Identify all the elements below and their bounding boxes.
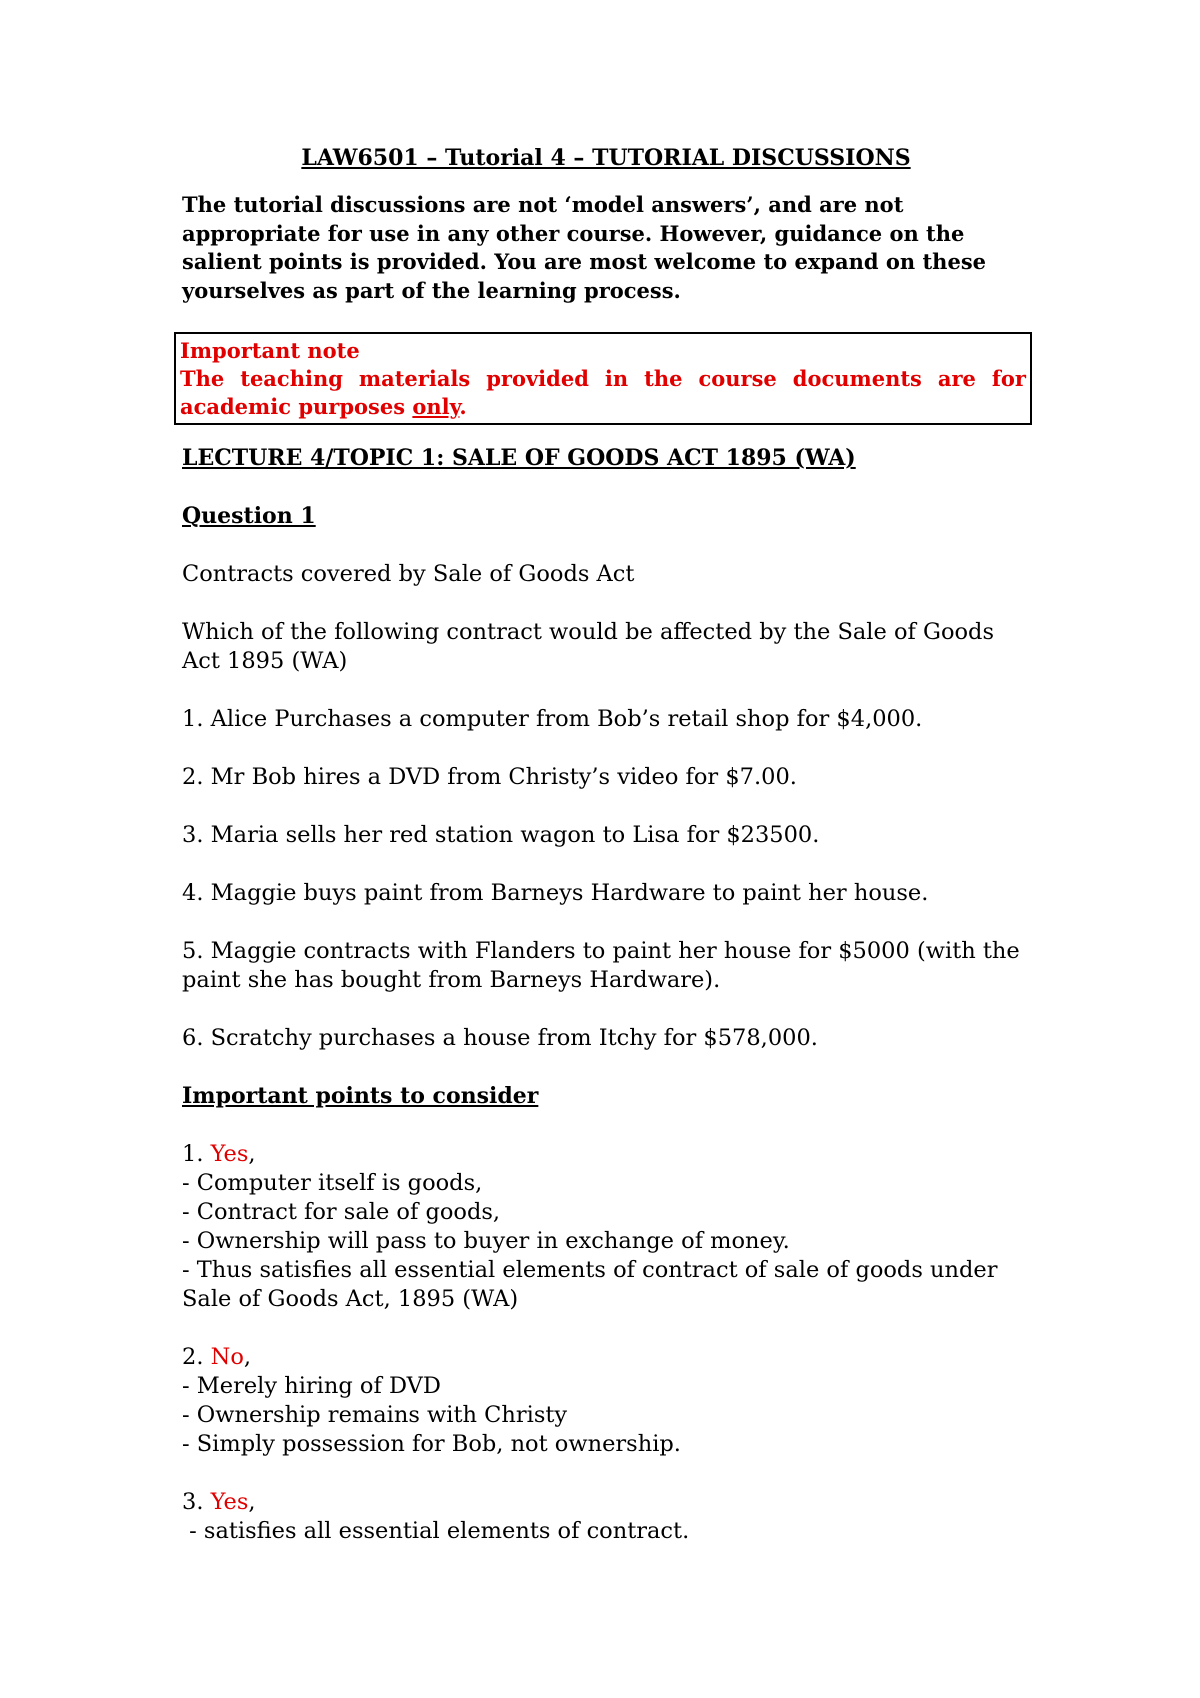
answer-point: - Thus satisfies all essential elements of contract of sale of goods under Sale of Goods Act, 1895 (WA): [182, 1257, 998, 1312]
answer-number: 2.: [182, 1344, 211, 1370]
question-heading: [182, 502, 1030, 531]
answer-point: - Simply possession for Bob, not ownership.: [182, 1431, 681, 1457]
answer-number: 1.: [182, 1141, 211, 1167]
question-topic: Contracts covered by Sale of Goods Act: [182, 561, 635, 587]
list-item: 2. Mr Bob hires a DVD from Christy’s video for $7.00.: [182, 764, 797, 790]
answer-point: - Ownership will pass to buyer in exchange of money.: [182, 1228, 790, 1254]
answer-point: - Ownership remains with Christy: [182, 1402, 568, 1428]
document-content: [182, 144, 1030, 1575]
points-heading-text: Important points to consider: [182, 1083, 539, 1109]
lecture-heading-text: LECTURE 4/TOPIC 1: SALE OF GOODS ACT 1895 (WA): [182, 445, 856, 471]
answer-verdict-line: [182, 1140, 1030, 1169]
important-note-box: [174, 332, 1032, 425]
list-item: 5. Maggie contracts with Flanders to paint her house for $5000 (with the paint she has bought from Barneys Hardware).: [182, 938, 1020, 993]
list-item: 3. Maria sells her red station wagon to Lisa for $23500.: [182, 822, 820, 848]
lecture-heading: [182, 444, 1030, 473]
intro-paragraph: The tutorial discussions are not ‘model answers’, and are not appropriate for use in any other course. However, guidance on the salient points is provided. You are most welcome to expand on these yourselves as part of the learning process.: [182, 192, 986, 303]
answer-block: [182, 1140, 1030, 1314]
note-body-underlined: only: [412, 394, 460, 419]
question-prompt: Which of the following contract would be affected by the Sale of Goods Act 1895 (WA): [182, 619, 994, 674]
answer-verdict-line: [182, 1488, 1030, 1517]
answer-verdict: No: [210, 1344, 244, 1370]
answer-point: - Contract for sale of goods,: [182, 1199, 501, 1225]
answer-point: - satisfies all essential elements of contract.: [182, 1518, 690, 1544]
answer-block: [182, 1488, 1030, 1546]
page-title: LAW6501 – Tutorial 4 – TUTORIAL DISCUSSIONS: [301, 145, 911, 171]
answer-verdict: Yes: [210, 1141, 249, 1167]
points-heading: [182, 1082, 1030, 1111]
answer-point: - Computer itself is goods,: [182, 1170, 483, 1196]
note-body: [180, 365, 1026, 421]
list-item: 4. Maggie buys paint from Barneys Hardware to paint her house.: [182, 880, 929, 906]
question-heading-text: Question 1: [182, 503, 316, 529]
answer-number: 3.: [182, 1489, 211, 1515]
list-item: 6. Scratchy purchases a house from Itchy for $578,000.: [182, 1025, 818, 1051]
answer-point: - Merely hiring of DVD: [182, 1373, 441, 1399]
answer-comma: ,: [248, 1141, 256, 1167]
answer-comma: ,: [248, 1489, 256, 1515]
answer-verdict-line: [182, 1343, 1030, 1372]
list-item: 1. Alice Purchases a computer from Bob’s retail shop for $4,000.: [182, 706, 923, 732]
note-body-end: .: [459, 394, 467, 419]
note-heading: Important note: [180, 338, 360, 363]
answer-verdict: Yes: [210, 1489, 249, 1515]
answer-comma: ,: [243, 1344, 252, 1370]
note-body-text: The teaching materials provided in the course documents are for academic purposes: [180, 366, 1026, 419]
answer-block: [182, 1343, 1030, 1459]
